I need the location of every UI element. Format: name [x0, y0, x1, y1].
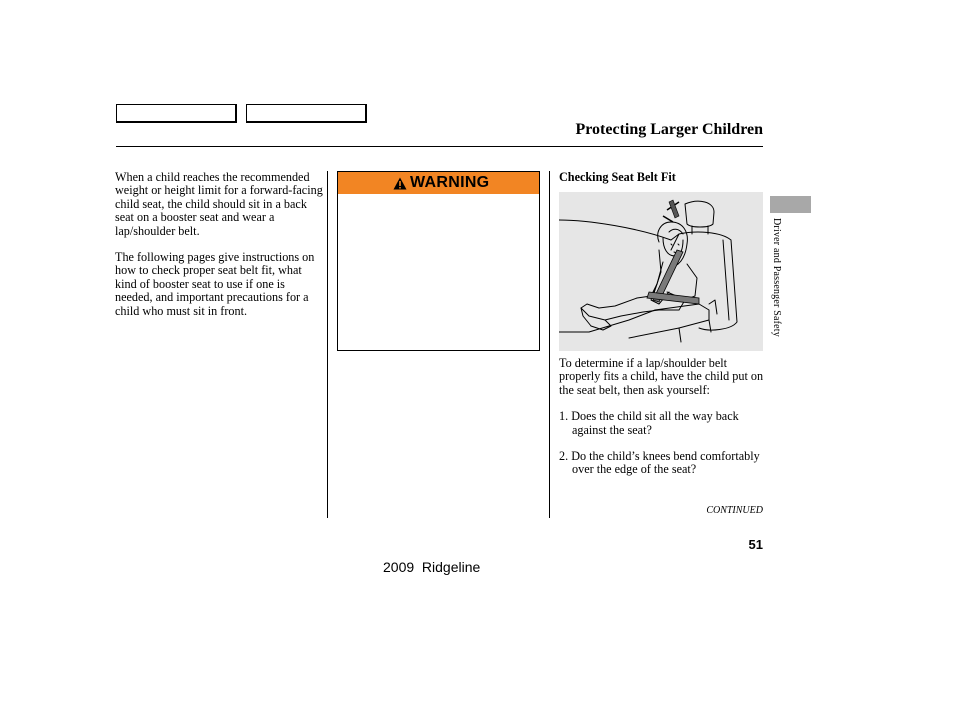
seat-belt-fit-heading-area	[559, 171, 764, 184]
footer-model: 2009 Ridgeline	[383, 559, 481, 575]
page-number: 51	[748, 537, 763, 552]
nav-button-next[interactable]	[246, 104, 367, 123]
subsection-heading: Checking Seat Belt Fit	[559, 170, 676, 184]
intro-column	[115, 171, 323, 331]
nav-button-previous[interactable]	[116, 104, 237, 123]
warning-label: WARNING	[410, 174, 490, 191]
continued-label: CONTINUED	[706, 505, 763, 516]
page-title: Protecting Larger Children	[575, 121, 763, 138]
column-divider-left	[327, 171, 328, 518]
list-item: 1. Does the child sit all the way back against the seat?	[559, 409, 739, 437]
seat-belt-fit-text	[559, 357, 764, 490]
warning-box	[337, 171, 540, 351]
fit-checklist	[559, 410, 764, 477]
warning-triangle-icon	[393, 177, 407, 190]
intro-paragraph: The following pages give instructions on how to check proper seat belt fit, what kind of booster seat to use if one is needed, and important precautions for a child who must sit in front.	[115, 250, 315, 318]
intro-paragraph: When a child reaches the recommended weight or height limit for a forward-facing child seat, the child should sit in a back seat on a booster seat and wear a lap/shoulder belt.	[115, 170, 323, 238]
title-rule	[116, 146, 763, 147]
fit-intro-paragraph: To determine if a lap/shoulder belt properly fits a child, have the child put on the seat belt, then ask yourself:	[559, 356, 764, 397]
column-divider-right	[549, 171, 550, 518]
child-in-seat-with-belt-illustration	[559, 192, 763, 351]
section-tab[interactable]	[770, 196, 811, 213]
section-tab-label: Driver and Passenger Safety	[771, 218, 782, 337]
warning-header	[338, 172, 539, 194]
list-item: 2. Do the child’s knees bend comfortably over the edge of the seat?	[559, 449, 760, 477]
